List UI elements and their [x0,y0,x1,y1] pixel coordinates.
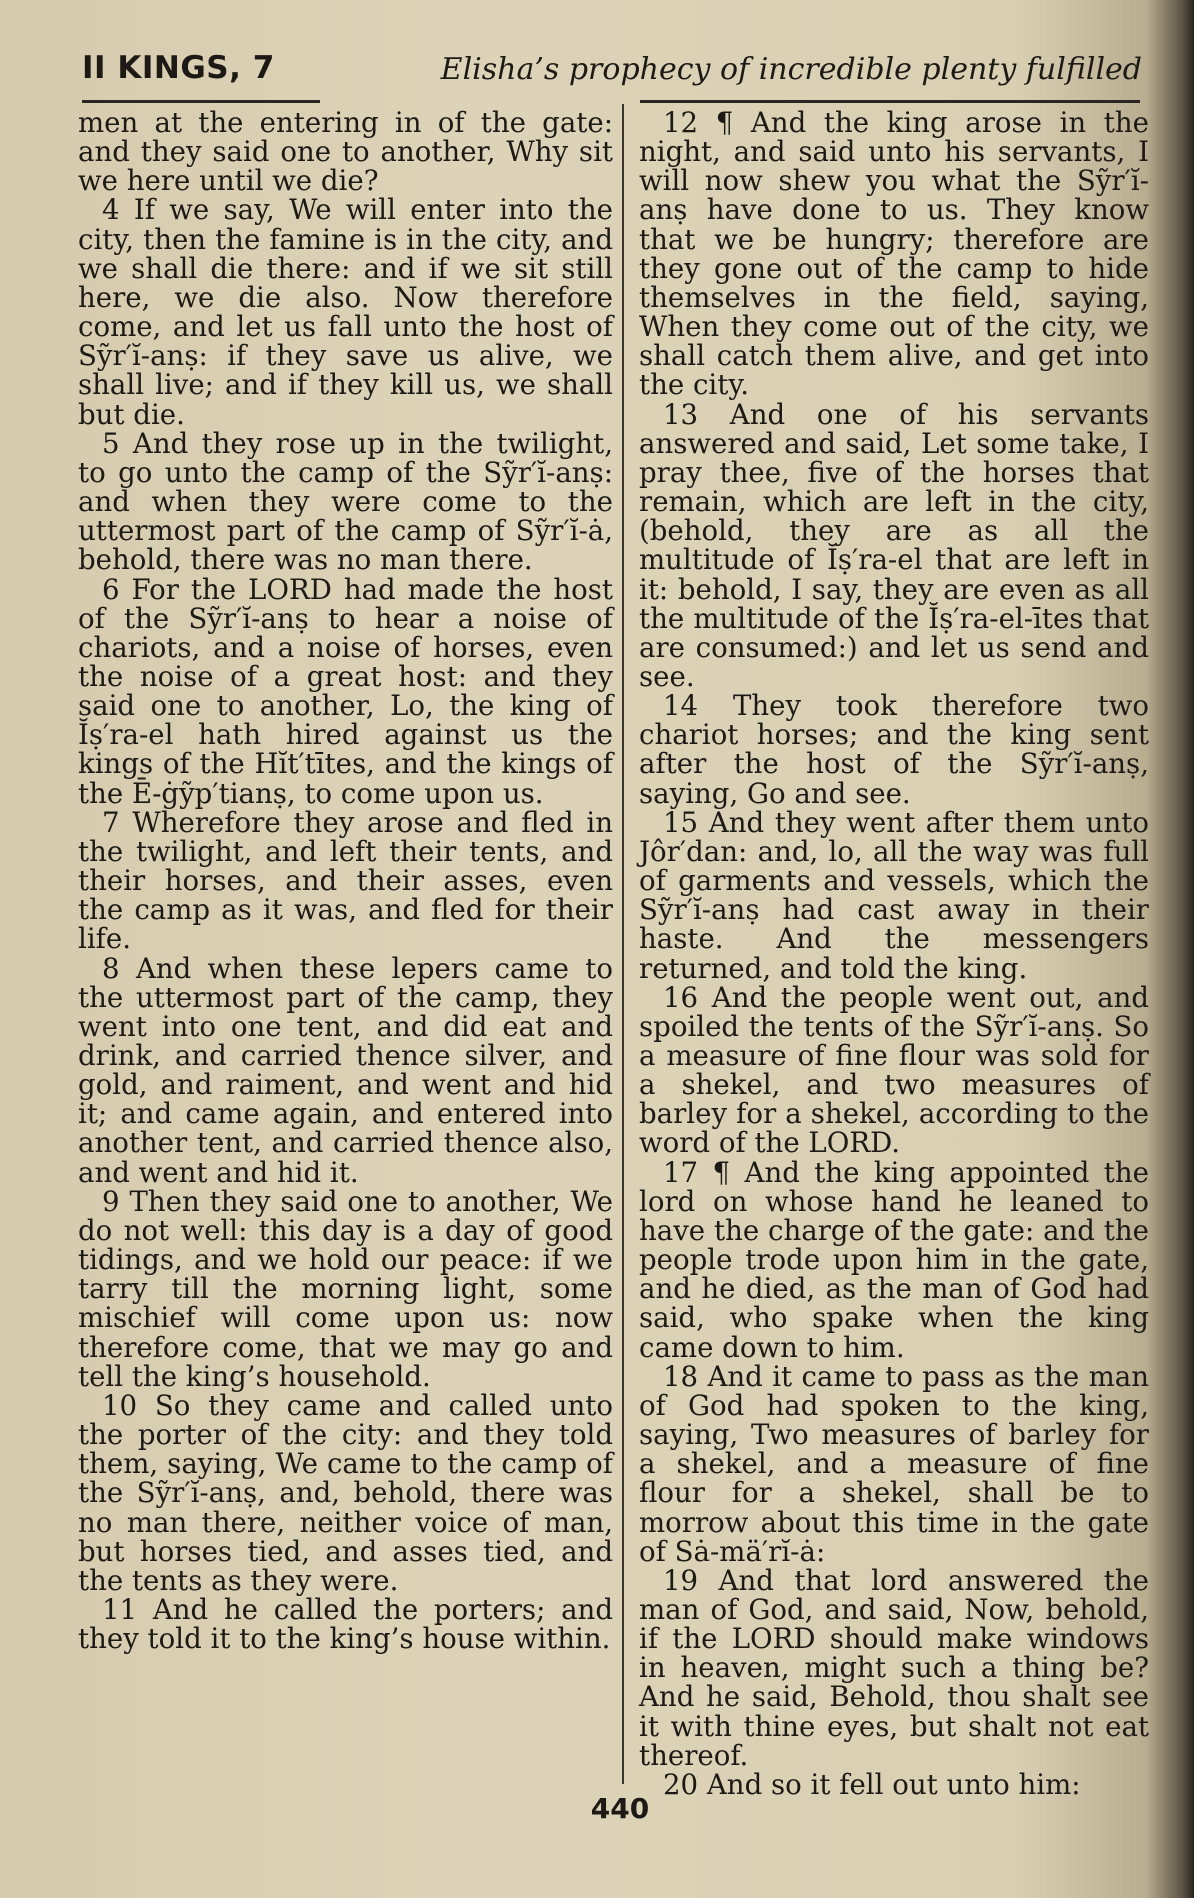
verse-3-continuation: men at the entering in of the gate: and they said one to another, Why sit we here until we die? [78,106,613,198]
verse-6: 6 For the LORD had made the host of the Sỹr′ĭ-anṣ to hear a noise of chariots, and a noise of horses, even the noise of a great host: and they said one to another, Lo, the king of Ĭṣ′ra-el hath hired against us the kings of the Hĭt′tītes, and the kings of the Ē-ġỹp′tianṣ, to come upon us. [78,572,613,810]
verse-10: 10 So they came and called unto the porter of the city: and they told them, saying, We came to the camp of the Sỹr′ĭ-anṣ, and, behold, there was no man there, neither voice of man, but horses tied, and asses tied, and the tents as they were. [78,1388,613,1597]
verse-5: 5 And they rose up in the twilight, to go unto the camp of the Sỹr′ĭ-anṣ: and when they were come to the uttermost part of the camp of Sỹr′ĭ-ȧ, behold, there was no man there. [78,426,613,577]
page-number: 440 [590,1792,650,1825]
column-divider [622,104,624,1784]
verse-19: 19 And that lord answered the man of God, and said, Now, behold, if the LORD should make windows in heaven, might such a thing be? And he said, Behold, thou shalt see it with thine eyes, but shalt not eat thereof. [639,1563,1149,1772]
verse-15: 15 And they went after them unto Jôr′dan: and, lo, all the way was full of garments and vessels, which the Sỹr′ĭ-anṣ had cast away in their haste. And the messengers returned, and told the king. [639,805,1149,985]
verse-4: 4 If we say, We will enter into the city, then the famine is in the city, and we shall die there: and if we sit still here, we die also. Now therefore come, and let us fall unto the host of Sỹr′ĭ-anṣ: if they save us alive, we shall live; and if they kill us, we shall but die. [78,193,613,431]
verse-13: 13 And one of his servants answered and said, Let some take, I pray thee, five of the horses that remain, which are left in the city, (behold, they are as all the multitude of Ĭṣ′ra-el that are left in it: behold, I say, they are even as all the multitude of the Ĭṣ′ra-el-ītes that are consumed:) and let us send and see. [639,397,1149,693]
verse-7: 7 Wherefore they arose and fled in the twilight, and left their tents, and their horses, and their asses, even the camp as it was, and fled for their life. [78,805,613,956]
verse-11: 11 And he called the porters; and they told it to the king’s house within. [78,1592,613,1656]
verse-20: 20 And so it fell out unto him: [663,1767,1081,1801]
verse-9: 9 Then they said one to another, We do not well: this day is a day of good tidings, and we hold our peace: if we tarry till the morning light, some mischief will come upon us: now therefore come, that we may go and tell the king’s household. [78,1184,613,1393]
left-column [78,106,613,1656]
page-topic-heading: Elisha’s prophecy of incredible plenty fulfilled [440,52,1142,87]
verse-17: 17 ¶ And the king appointed the lord on whose hand he leaned to have the charge of the gate: and the people trode upon him in the gate, and he died, as the man of God had said, who spake when the king came down to him. [639,1155,1149,1364]
verse-18: 18 And it came to pass as the man of God had spoken to the king, saying, Two measures of barley for a shekel, and a measure of fine flour for a shekel, shall be to morrow about this time in the gate of Sȧ-mä′rĭ-ȧ: [639,1359,1149,1568]
verse-8: 8 And when these lepers came to the uttermost part of the camp, they went into one tent, and did eat and drink, and carried thence silver, and gold, and raiment, and went and hid it; and came again, and entered into another tent, and carried thence also, and went and hid it. [78,951,613,1189]
header-rule-left [82,100,320,103]
verse-16: 16 And the people went out, and spoiled the tents of the Sỹr′ĭ-anṣ. So a measure of fine flour was sold for a shekel, and two measures of barley for a shekel, according to the word of the LORD. [639,980,1149,1160]
verse-12: 12 ¶ And the king arose in the night, and said unto his servants, I will now shew you what the Sỹr′ĭ-anṣ have done to us. They know that we be hungry; therefore are they gone out of the camp to hide themselves in the field, saying, When they come out of the city, we shall catch them alive, and get into the city. [639,106,1149,402]
header-rule-right [640,100,1140,103]
verse-14: 14 They took therefore two chariot horses; and the king sent after the host of the Sỹr′ĭ-anṣ, saying, Go and see. [639,689,1149,810]
right-column [639,108,1149,1799]
running-header [82,50,1142,100]
book-chapter-heading: II KINGS, 7 [82,50,275,86]
